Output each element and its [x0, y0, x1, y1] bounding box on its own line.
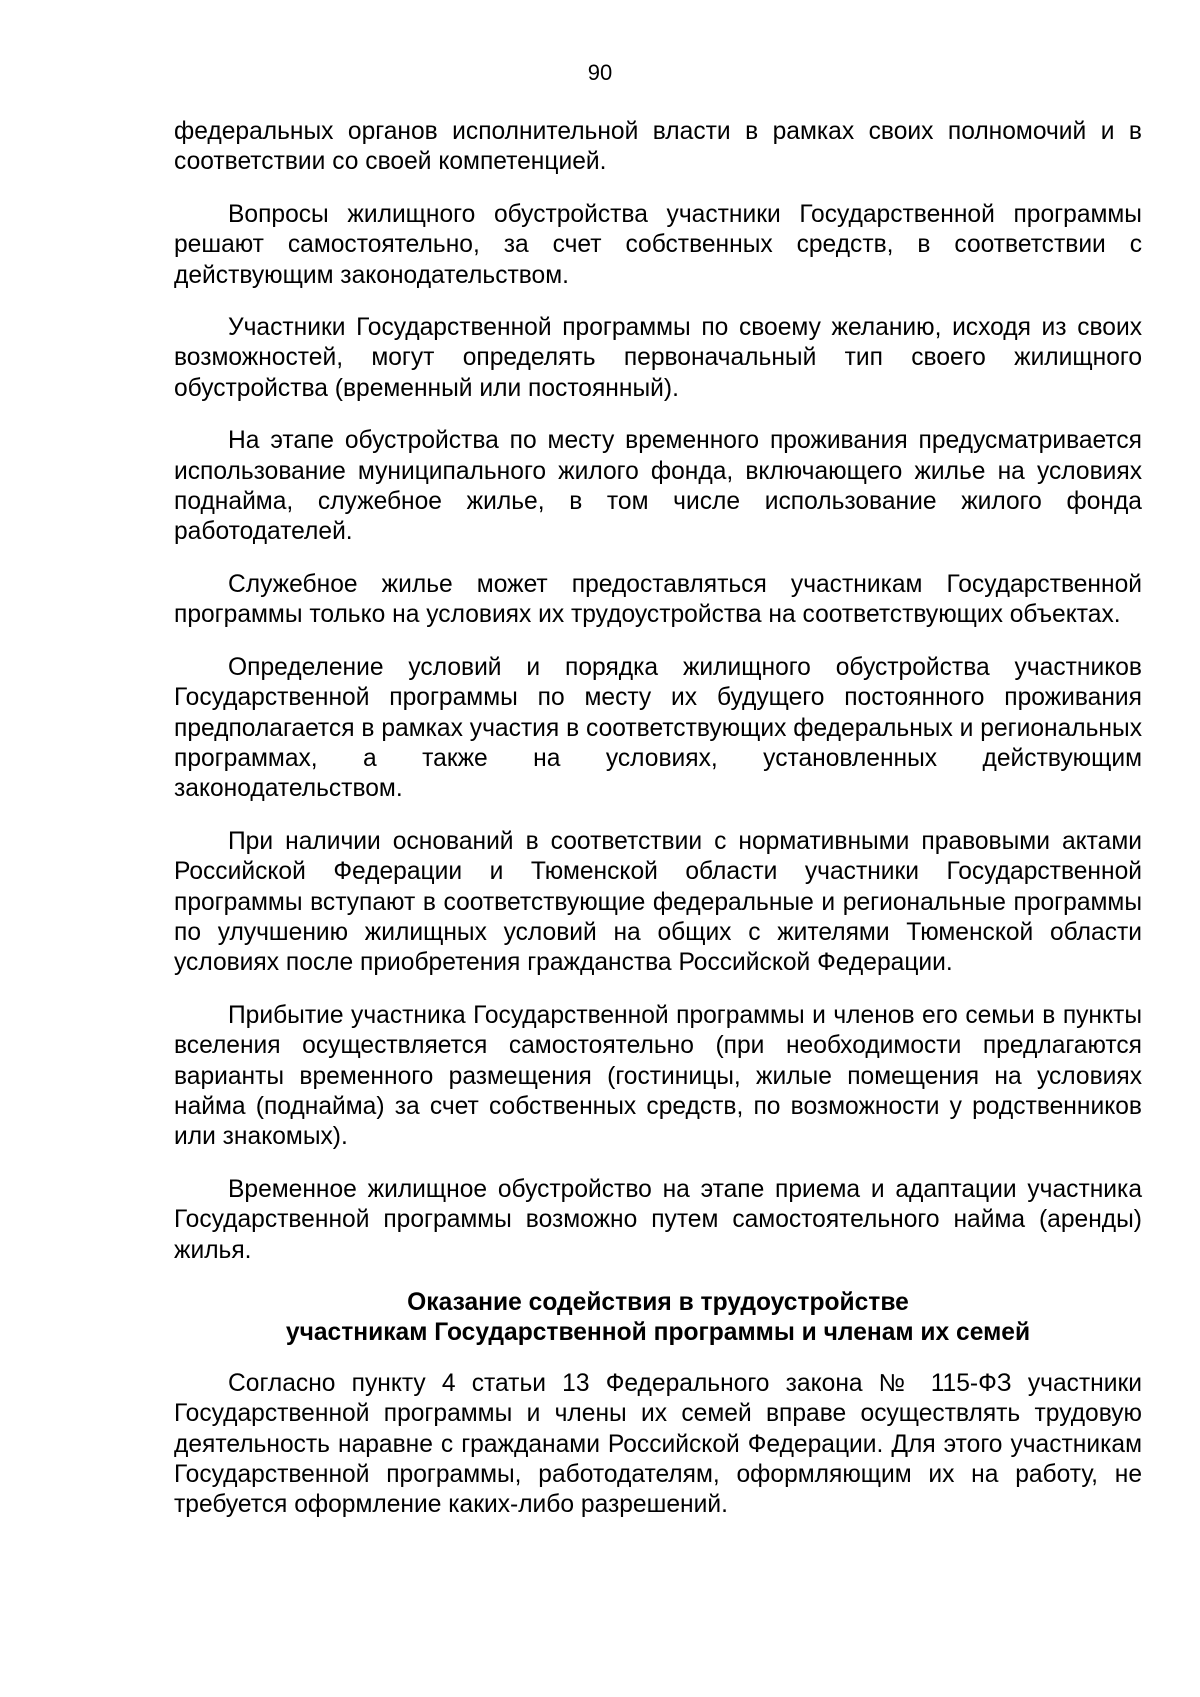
section-heading — [174, 1288, 1142, 1349]
section-heading-line-1: Оказание содействия в трудоустройстве — [407, 1289, 909, 1316]
paragraph-5: Служебное жилье может предоставляться участникам Государственной программы только на условиях их трудоустройства на соответствующих объектах. — [174, 570, 1142, 629]
page-number: 90 — [587, 60, 613, 85]
paragraph-7: При наличии оснований в соответствии с нормативными правовыми актами Российской Федерации и Тюменской области участники Государственной программы вступают в соответствующие федеральные и региональные программы по улучшению жилищных условий на общих с жителями Тюменской области условиях после приобретения гражданства Российской Федерации. — [174, 827, 1142, 977]
paragraph-3: Участники Государственной программы по своему желанию, исходя из своих возможностей, могут определять первоначальный тип своего жилищного обустройства (временный или постоянный). — [174, 314, 1142, 402]
paragraph-1: федеральных органов исполнительной власти в рамках своих полномочий и в соответствии со своей компетенцией. — [174, 118, 1142, 176]
paragraph-9: Временное жилищное обустройство на этапе приема и адаптации участника Государственной программы возможно путем самостоятельного найма (аренды) жилья. — [174, 1175, 1142, 1264]
paragraph-8: Прибытие участника Государственной программы и членов его семьи в пункты вселения осуществляется самостоятельно (при необходимости предлагаются варианты временного размещения (гостиницы, жилые помещения на условиях найма (поднайма) за счет собственных средств, по возможности у родственников или знакомых). — [174, 1001, 1142, 1151]
paragraph-2: Вопросы жилищного обустройства участники Государственной программы решают самостоятельно, за счет собственных средств, в соответствии с действующим законодательством. — [174, 200, 1142, 289]
paragraph-4: На этапе обустройства по месту временного проживания предусматривается использование муниципального жилого фонда, включающего жилье на условиях поднайма, служебное жилье, в том числе использование жилого фонда работодателей. — [174, 427, 1142, 546]
paragraph-6: Определение условий и порядка жилищного обустройства участников Государственной программы по месту их будущего постоянного проживания предполагается в рамках участия в соответствующих федеральных и региональных программах, а также на условиях, установленных действующим законодательством. — [174, 653, 1142, 803]
document-body — [174, 117, 1142, 1543]
paragraph-10: Согласно пункту 4 статьи 13 Федерального закона № 115-ФЗ участники Государственной программы и члены их семей вправе осуществлять трудовую деятельность наравне с гражданами Российской Федерации. Для этого участникам Государственной программы, работодателям, оформляющим их на работу, не требуется оформление каких-либо разрешений. — [174, 1369, 1142, 1519]
section-heading-line-2: участникам Государственной программы и членам их семей — [285, 1319, 1031, 1347]
